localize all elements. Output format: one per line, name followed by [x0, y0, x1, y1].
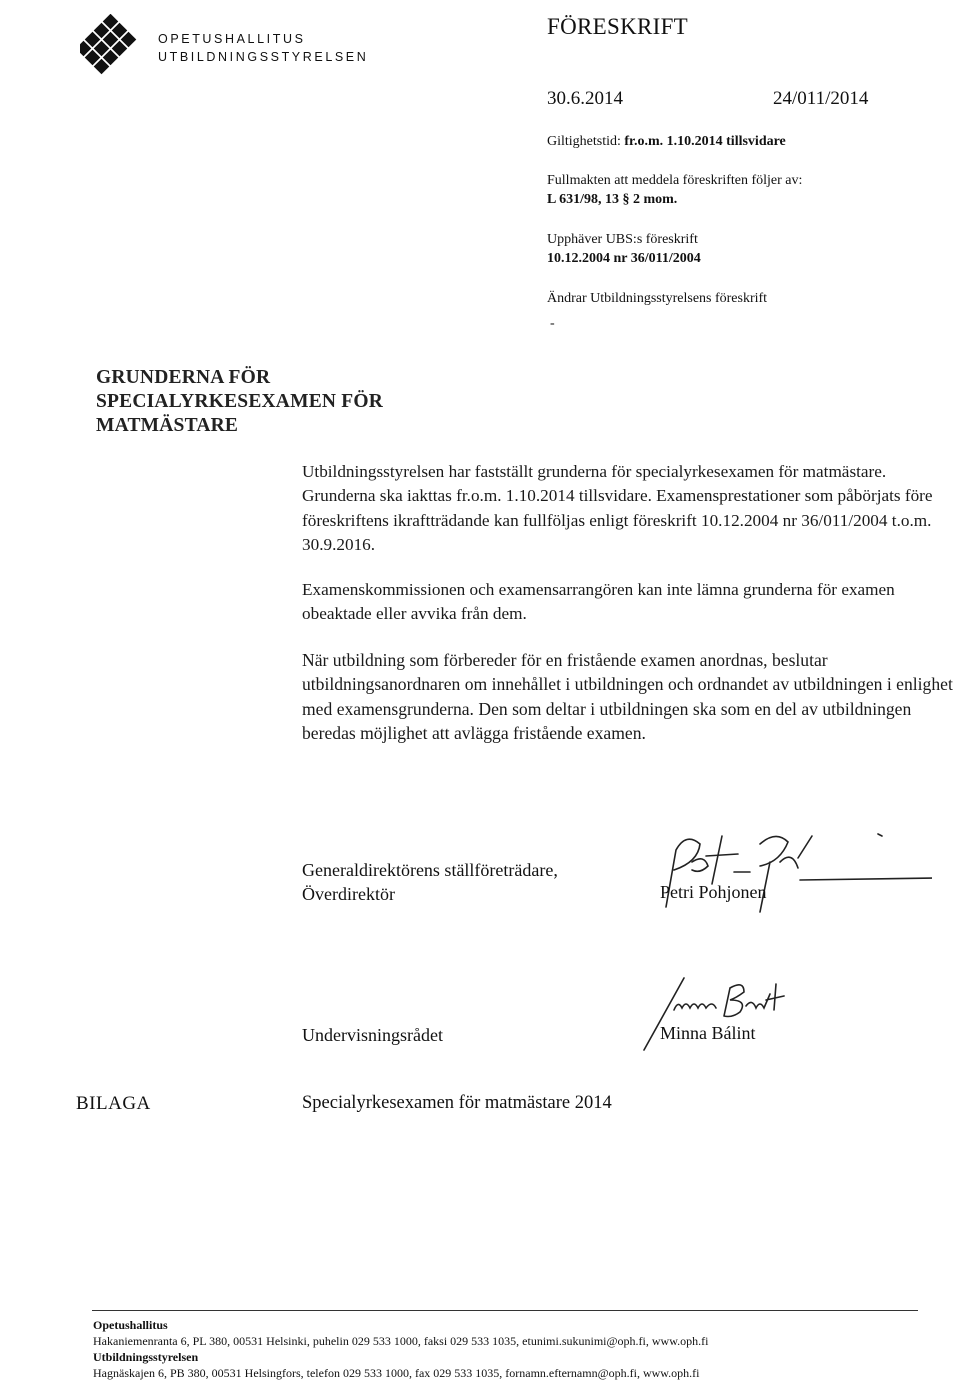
title-line-1: GRUNDERNA FÖR — [96, 367, 271, 388]
document-title — [96, 366, 383, 438]
org-name-swedish: UTBILDNINGSSTYRELSEN — [158, 50, 369, 64]
repeals-value: 10.12.2004 nr 36/011/2004 — [547, 251, 701, 266]
amends-value: - — [550, 316, 555, 331]
validity-line — [547, 132, 786, 151]
paragraph-validity: Utbildningsstyrelsen har fastställt grunderna för specialyrkesexamen för matmästare. Grunderna ska iakttas fr.o.m. 1.10.2014 tillsvidare. Examensprestationer som påbörjats före föreskriftens ikraftträdande kan fullföljas enligt föreskrift 10.12.2004 nr 36/011/2004 t.o.m. 30.9.2016. — [302, 462, 933, 554]
appendix-label: BILAGA — [76, 1093, 151, 1114]
paragraph-commission: Examenskommissionen och examensarrangören kan inte lämna grunderna för examen obeaktade eller avvika från dem. — [302, 580, 895, 624]
repeals-label: Upphäver UBS:s föreskrift — [547, 232, 698, 247]
signer-1-role-line-1: Generaldirektörens ställföreträdare, — [302, 860, 558, 880]
paragraph-training: När utbildning som förbereder för en fristående examen anordnas, beslutar utbildningsanordnaren om innehållet i utbildningen och ordnandet av utbildningen i enlighet med examensgrunderna. Den som deltar i utbildningen ska som en del av utbildningen beredas möjlighet att avlägga fristående examen. — [302, 650, 953, 743]
signer-2-role: Undervisningsrådet — [302, 1025, 443, 1045]
organization-name — [158, 30, 368, 66]
title-line-3: MATMÄSTARE — [96, 415, 239, 436]
document-number: 24/011/2014 — [773, 88, 869, 109]
footer-address-finnish: Hakaniemenranta 6, PL 380, 00531 Helsinki, puhelin 029 533 1000, faksi 029 533 1035, etunimi.sukunimi@oph.fi, www.oph.fi — [93, 1334, 709, 1348]
footer-address-swedish: Hagnäskajen 6, PB 380, 00531 Helsingfors, telefon 029 533 1000, fax 029 533 1035, fornamn.efternamn@oph.fi, www.oph.fi — [93, 1366, 700, 1380]
amends-label: Ändrar Utbildningsstyrelsens föreskrift — [547, 291, 768, 306]
footer-org-swedish: Utbildningsstyrelsen — [93, 1350, 199, 1364]
footer-org-finnish: Opetushallitus — [93, 1318, 168, 1332]
appendix-title: Specialyrkesexamen för matmästare 2014 — [302, 1093, 612, 1113]
mandate-value: L 631/98, 13 § 2 mom. — [547, 192, 678, 207]
signer-1-name: Petri Pohjonen — [660, 882, 767, 902]
diamond-logo-icon — [80, 14, 142, 76]
validity-value: fr.o.m. 1.10.2014 tillsvidare — [624, 134, 786, 149]
document-type: FÖRESKRIFT — [547, 14, 689, 39]
org-name-finnish: OPETUSHALLITUS — [158, 32, 306, 46]
signer-1-role — [302, 858, 558, 906]
validity-label: Giltighetstid: — [547, 134, 621, 149]
mandate-label: Fullmakten att meddela föreskriften följer av: — [547, 173, 803, 188]
signer-1-role-line-2: Överdirektör — [302, 884, 395, 904]
title-line-2: SPECIALYRKESEXAMEN FÖR — [96, 391, 384, 412]
signer-2-name: Minna Bálint — [660, 1023, 756, 1043]
signature-1-image — [652, 822, 932, 922]
footer-divider — [92, 1310, 918, 1311]
document-date: 30.6.2014 — [547, 88, 623, 109]
